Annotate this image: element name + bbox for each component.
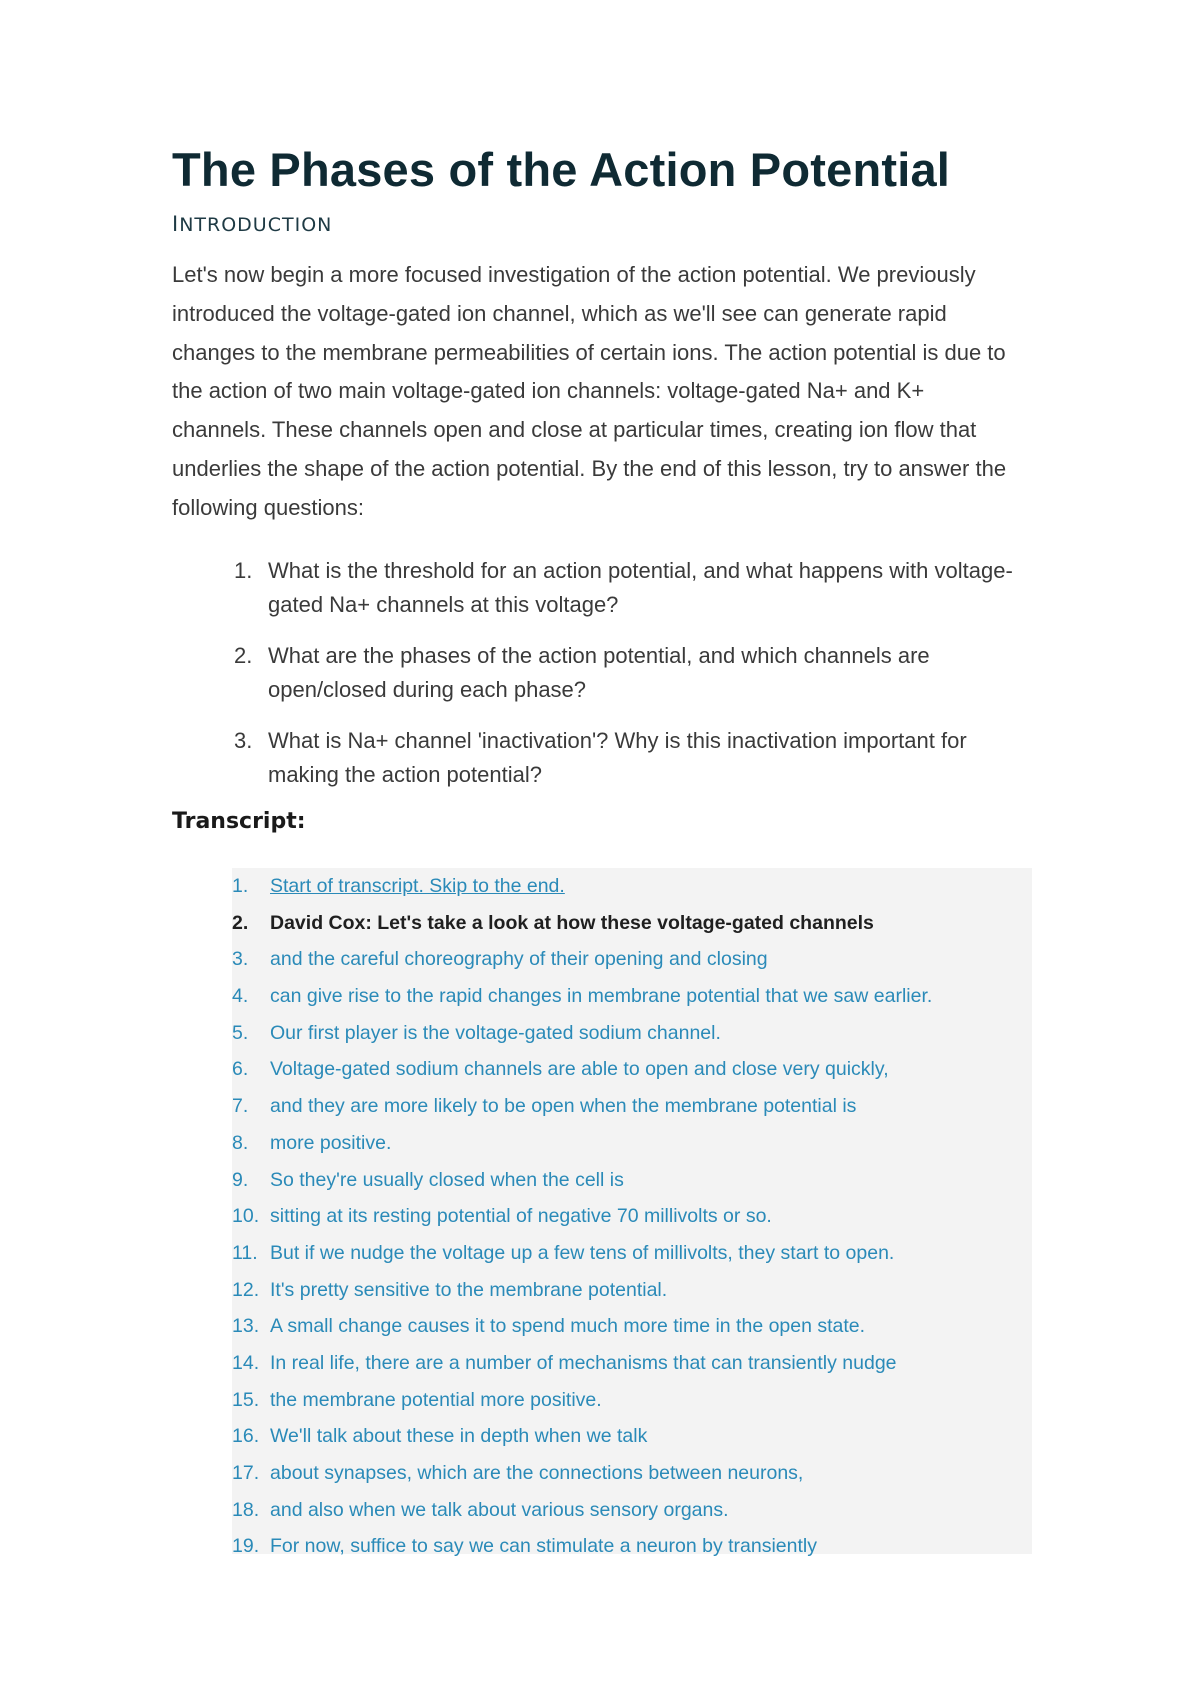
transcript-line[interactable] xyxy=(232,1162,1032,1199)
transcript-line-text: For now, suffice to say we can stimulate a neuron by transiently xyxy=(270,1535,817,1558)
transcript-line-number: 6. xyxy=(232,1058,249,1081)
transcript-line[interactable] xyxy=(232,1382,1032,1419)
transcript-skip-link[interactable] xyxy=(232,868,1032,905)
document-page xyxy=(172,140,1032,834)
transcript-line-number: 3. xyxy=(232,948,249,971)
transcript-line-number: 7. xyxy=(232,1095,249,1118)
transcript-line-text: more positive. xyxy=(270,1131,392,1154)
question-number: 3. xyxy=(234,727,253,753)
transcript-line-text: It's pretty sensitive to the membrane potential. xyxy=(270,1278,668,1301)
transcript-line-text: and the careful choreography of their opening and closing xyxy=(270,948,768,971)
transcript-line-number: 12. xyxy=(232,1278,260,1301)
transcript-line[interactable] xyxy=(232,1455,1032,1492)
transcript-line-text: and they are more likely to be open when the membrane potential is xyxy=(270,1095,857,1118)
transcript-line-text: Our first player is the voltage-gated sodium channel. xyxy=(270,1021,721,1044)
transcript-line[interactable] xyxy=(232,1272,1032,1309)
transcript-line-text: and also when we talk about various sensory organs. xyxy=(270,1498,729,1521)
transcript-line[interactable] xyxy=(232,978,1032,1015)
transcript-line-active[interactable] xyxy=(232,905,1032,942)
question-text: What are the phases of the action potential, and which channels are open/closed during each phase? xyxy=(268,642,930,703)
transcript-line[interactable] xyxy=(232,1015,1032,1052)
transcript-line[interactable] xyxy=(232,1235,1032,1272)
transcript-line-number: 1. xyxy=(232,875,249,897)
transcript-line-text: But if we nudge the voltage up a few tens of millivolts, they start to open. xyxy=(270,1241,895,1264)
transcript-line[interactable] xyxy=(232,1051,1032,1088)
transcript-line-number: 17. xyxy=(232,1462,260,1484)
transcript-list xyxy=(232,868,1032,1565)
transcript-line-number: 11. xyxy=(232,1241,258,1264)
transcript-line-number: 5. xyxy=(232,1021,249,1044)
transcript-line-number: 15. xyxy=(232,1388,260,1411)
transcript-line-text: A small change causes it to spend much more time in the open state. xyxy=(270,1315,866,1338)
transcript-line-number: 10. xyxy=(232,1205,260,1228)
section-label-introduction xyxy=(172,212,1032,236)
section-label-rest: NTRODUCTION xyxy=(179,214,333,236)
question-item xyxy=(172,639,1028,708)
section-label-initial: I xyxy=(172,212,180,236)
question-number: 1. xyxy=(234,557,253,583)
question-list xyxy=(172,554,1032,793)
page-title: The Phases of the Action Potential xyxy=(172,143,951,196)
transcript-line-number: 18. xyxy=(232,1498,260,1521)
intro-paragraph: Let's now begin a more focused investigation of the action potential. We previously introduced the voltage-gated ion channel, which as we'll see can generate rapid changes to the membrane permeabilities of certain ions. The action potential is due to the action of two main voltage-gated ion channels: voltage-gated Na+ and K+ channels. These channels open and close at particular times, creating ion flow that underlies the shape of the action potential. By the end of this lesson, try to answer the following questions: xyxy=(172,262,1007,520)
transcript-line[interactable] xyxy=(232,1125,1032,1162)
transcript-line-text: Voltage-gated sodium channels are able to open and close very quickly, xyxy=(270,1058,889,1081)
transcript-line-text: can give rise to the rapid changes in membrane potential that we saw earlier. xyxy=(270,985,933,1008)
transcript-line-text: David Cox: Let's take a look at how these voltage-gated channels xyxy=(270,911,874,934)
transcript-line-text: about synapses, which are the connections between neurons, xyxy=(270,1462,804,1484)
transcript-line-number: 14. xyxy=(232,1351,260,1374)
transcript-line[interactable] xyxy=(232,1528,1032,1565)
transcript-line-number: 9. xyxy=(232,1168,249,1191)
transcript-line[interactable] xyxy=(232,1088,1032,1125)
transcript-line-text: In real life, there are a number of mechanisms that can transiently nudge xyxy=(270,1351,897,1374)
question-text: What is Na+ channel 'inactivation'? Why is this inactivation important for making the action potential? xyxy=(268,727,967,788)
transcript-heading: Transcript: xyxy=(172,808,306,834)
transcript-line-text: We'll talk about these in depth when we talk xyxy=(270,1425,648,1448)
transcript-line[interactable] xyxy=(232,1198,1032,1235)
transcript-line-number: 2. xyxy=(232,911,249,934)
transcript-line-number: 16. xyxy=(232,1425,260,1448)
transcript-line-number: 19. xyxy=(232,1535,260,1558)
transcript-line[interactable] xyxy=(232,1345,1032,1382)
transcript-line-text: sitting at its resting potential of negative 70 millivolts or so. xyxy=(270,1205,772,1228)
transcript-line[interactable] xyxy=(232,1308,1032,1345)
question-text: What is the threshold for an action potential, and what happens with voltage-gated Na+ channels at this voltage? xyxy=(268,557,1013,618)
transcript-line-text: the membrane potential more positive. xyxy=(270,1388,602,1411)
question-item xyxy=(172,554,1028,623)
question-item xyxy=(172,724,1028,793)
transcript-line-text[interactable]: Start of transcript. Skip to the end. xyxy=(270,875,565,897)
transcript-line-text: So they're usually closed when the cell is xyxy=(270,1168,624,1191)
transcript-line[interactable] xyxy=(232,1492,1032,1529)
transcript-line[interactable] xyxy=(232,941,1032,978)
transcript-line-number: 4. xyxy=(232,985,249,1008)
question-number: 2. xyxy=(234,642,253,668)
transcript-line[interactable] xyxy=(232,1418,1032,1455)
transcript-line-number: 8. xyxy=(232,1131,249,1154)
transcript-line-number: 13. xyxy=(232,1315,260,1338)
